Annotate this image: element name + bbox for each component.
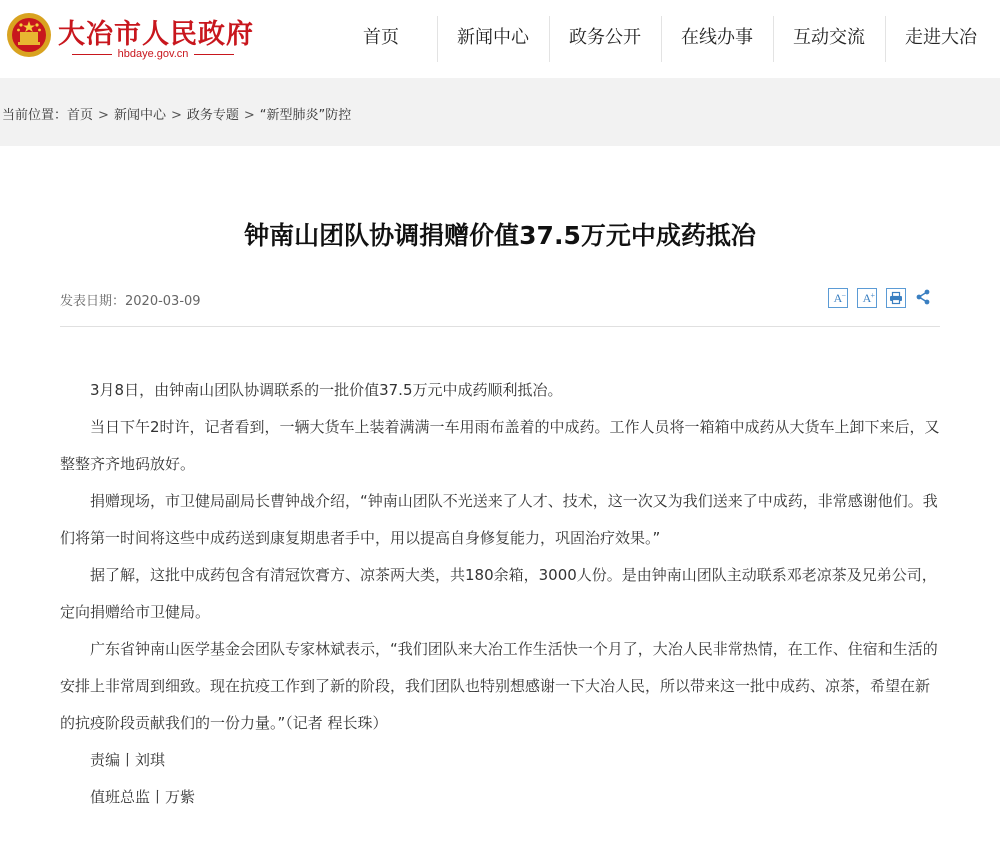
font-decrease-button[interactable] [828,288,848,308]
article-body [60,372,940,816]
article-paragraph: 当日下午2时许，记者看到，一辆大货车上装着满满一车用雨布盖着的中成药。工作人员将一箱箱中成药从大货车上卸下来后，又整整齐齐地码放好。 [60,418,940,473]
nav-item-home[interactable]: 首页 [363,27,399,48]
meta-divider [60,326,940,327]
nav-item-about-daye[interactable]: 走进大冶 [885,0,997,78]
article-paragraph: 捐赠现场，市卫健局副局长曹钟战介绍，“钟南山团队不光送来了人才、技术，这一次又为我们送来了中成药，非常感谢他们。我们将第一时间将这些中成药送到康复期患者手中，用以提高自身修复能力，巩固治疗效果。” [60,492,938,547]
breadcrumb-special-topics[interactable]: 政务专题 [186,108,239,123]
article-paragraph: 广东省钟南山医学基金会团队专家林斌表示，“我们团队来大冶工作生活快一个月了，大冶人民非常热情，在工作、住宿和生活的安排上非常周到细致。现在抗疫工作到了新的阶段，我们团队也特别想感谢一下大冶人民，所以带来这一批中成药、凉茶，希望在新的抗疫阶段贡献我们的一份力量。”（记者 程长珠） [60,640,938,732]
breadcrumb-separator: > [243,108,255,123]
nav-item-interaction[interactable]: 互动交流 [773,0,885,78]
nav-item-online-services[interactable]: 在线办事 [661,0,773,78]
site-logo[interactable] [6,10,256,68]
publish-date-value: 2020-03-09 [125,294,201,309]
article-title: 钟南山团队协调捐赠价值37.5万元中成药抵冶 [244,221,756,250]
share-button[interactable] [915,288,931,308]
font-increase-glyph: A [862,291,872,305]
article-paragraph: 据了解，这批中成药包含有清冠饮膏方、凉茶两大类，共180余箱，3000人份。是由钟南山团队主动联系邓老凉茶及兄弟公司，定向捐赠给市卫健局。 [60,566,937,621]
breadcrumb-pneumonia-control[interactable]: “新型肺炎”防控 [259,108,352,123]
nav-item-government-affairs[interactable]: 政务公开 [549,0,661,78]
publish-date-label: 发表日期： [60,294,126,309]
site-header [0,0,1000,78]
font-increase-button[interactable] [857,288,877,308]
site-domain-text: hbdaye.gov.cn [117,48,189,60]
minus-glyph: − [841,291,846,300]
article-tools [828,286,931,310]
print-button[interactable] [886,288,906,308]
plus-glyph: + [870,291,875,300]
article-card [0,146,1000,846]
breadcrumb-news-center[interactable]: 新闻中心 [113,108,166,123]
site-title: 大冶市人民政府 [58,19,254,50]
breadcrumb-separator: > [98,108,109,123]
share-icon [916,289,930,305]
publish-date [60,290,201,309]
breadcrumb [2,104,351,123]
site-domain [58,48,248,60]
breadcrumb-home[interactable]: 首页 [67,108,94,123]
print-icon [889,291,903,305]
breadcrumb-label: 当前位置： [2,108,68,123]
nav-item-news-center[interactable]: 新闻中心 [437,0,549,78]
domain-line-right [194,54,234,55]
font-decrease-glyph: A [833,291,843,305]
breadcrumb-separator: > [170,108,182,123]
editor-credit: 责编丨刘琪 [90,751,166,769]
main-nav [325,0,997,78]
domain-line-left [72,54,112,55]
national-emblem-icon [6,12,52,58]
supervisor-credit: 值班总监丨万紫 [90,788,196,806]
article-paragraph: 3月8日，由钟南山团队协调联系的一批价值37.5万元中成药顺利抵冶。 [90,381,563,399]
